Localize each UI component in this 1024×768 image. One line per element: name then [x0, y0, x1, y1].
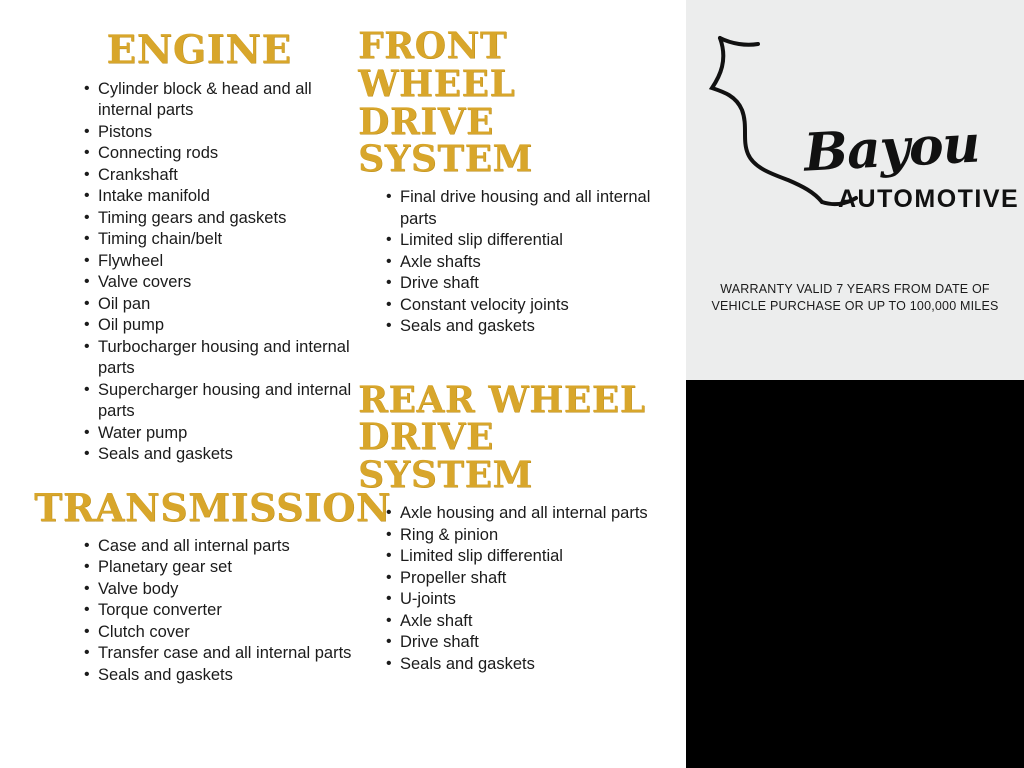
section-engine: [34, 27, 364, 466]
list-item: • Flywheel: [84, 251, 364, 273]
coverage-list-rear-wheel-drive: [358, 503, 658, 675]
list-item: • Cylinder block & head and all internal parts: [84, 79, 364, 122]
list-item: • Clutch cover: [84, 622, 364, 644]
list-item: • Connecting rods: [84, 143, 364, 165]
section-transmission: [34, 484, 392, 686]
coverage-list-engine: [34, 79, 364, 466]
list-item: • Seals and gaskets: [386, 316, 658, 338]
list-item: • Propeller shaft: [386, 568, 658, 590]
list-item: • Torque converter: [84, 600, 364, 622]
coverage-list-transmission: [34, 536, 364, 687]
brand-rail: [686, 0, 1024, 768]
brand-name: Bayou: [802, 113, 981, 184]
list-item: • Axle shafts: [386, 252, 658, 274]
section-title-engine: ENGINE: [106, 27, 292, 73]
coverage-column-left: [34, 0, 392, 690]
badge-panel: [686, 380, 1024, 768]
list-item: • Pistons: [84, 122, 364, 144]
list-item: • Ring & pinion: [386, 525, 658, 547]
list-item: • Timing chain/belt: [84, 229, 364, 251]
coverage-column-right: [358, 0, 658, 679]
list-item: • Axle housing and all internal parts: [386, 503, 658, 525]
list-item: • Limited slip differential: [386, 546, 658, 568]
coverage-list-front-wheel-drive: [358, 187, 658, 338]
section-title-front-wheel-drive: FRONT WHEEL DRIVE SYSTEM: [358, 25, 533, 181]
list-item: • Final drive housing and all internal parts: [386, 187, 658, 230]
list-item: • Seals and gaskets: [84, 665, 364, 687]
list-item: • Seals and gaskets: [386, 654, 658, 676]
list-item: • Planetary gear set: [84, 557, 364, 579]
list-item: • Oil pan: [84, 294, 364, 316]
list-item: • Timing gears and gaskets: [84, 208, 364, 230]
list-item: • Limited slip differential: [386, 230, 658, 252]
list-item: • Transfer case and all internal parts: [84, 643, 364, 665]
list-item: • Intake manifold: [84, 186, 364, 208]
section-front-wheel-drive: [358, 25, 658, 338]
list-item: • Supercharger housing and internal parts: [84, 380, 364, 423]
list-item: • Axle shaft: [386, 611, 658, 633]
section-title-transmission: TRANSMISSION: [34, 484, 392, 530]
brand-subtitle: AUTOMOTIVE: [838, 185, 1020, 213]
section-title-rear-wheel-drive: REAR WHEEL DRIVE SYSTEM: [358, 378, 646, 497]
list-item: • Drive shaft: [386, 632, 658, 654]
list-item: • Water pump: [84, 423, 364, 445]
section-rear-wheel-drive: [358, 378, 658, 675]
list-item: • Case and all internal parts: [84, 536, 364, 558]
list-item: • Seals and gaskets: [84, 444, 364, 466]
warranty-validity-note: WARRANTY VALID 7 YEARS FROM DATE OF VEHICLE PURCHASE OR UP TO 100,000 MILES: [711, 282, 999, 313]
brand-panel: [686, 0, 1024, 380]
list-item: • Drive shaft: [386, 273, 658, 295]
list-item: • Turbocharger housing and internal parts: [84, 337, 364, 380]
list-item: • Constant velocity joints: [386, 295, 658, 317]
list-item: • U-joints: [386, 589, 658, 611]
list-item: • Valve body: [84, 579, 364, 601]
brand-logo: [686, 30, 1024, 215]
list-item: • Valve covers: [84, 272, 364, 294]
list-item: • Crankshaft: [84, 165, 364, 187]
list-item: • Oil pump: [84, 315, 364, 337]
